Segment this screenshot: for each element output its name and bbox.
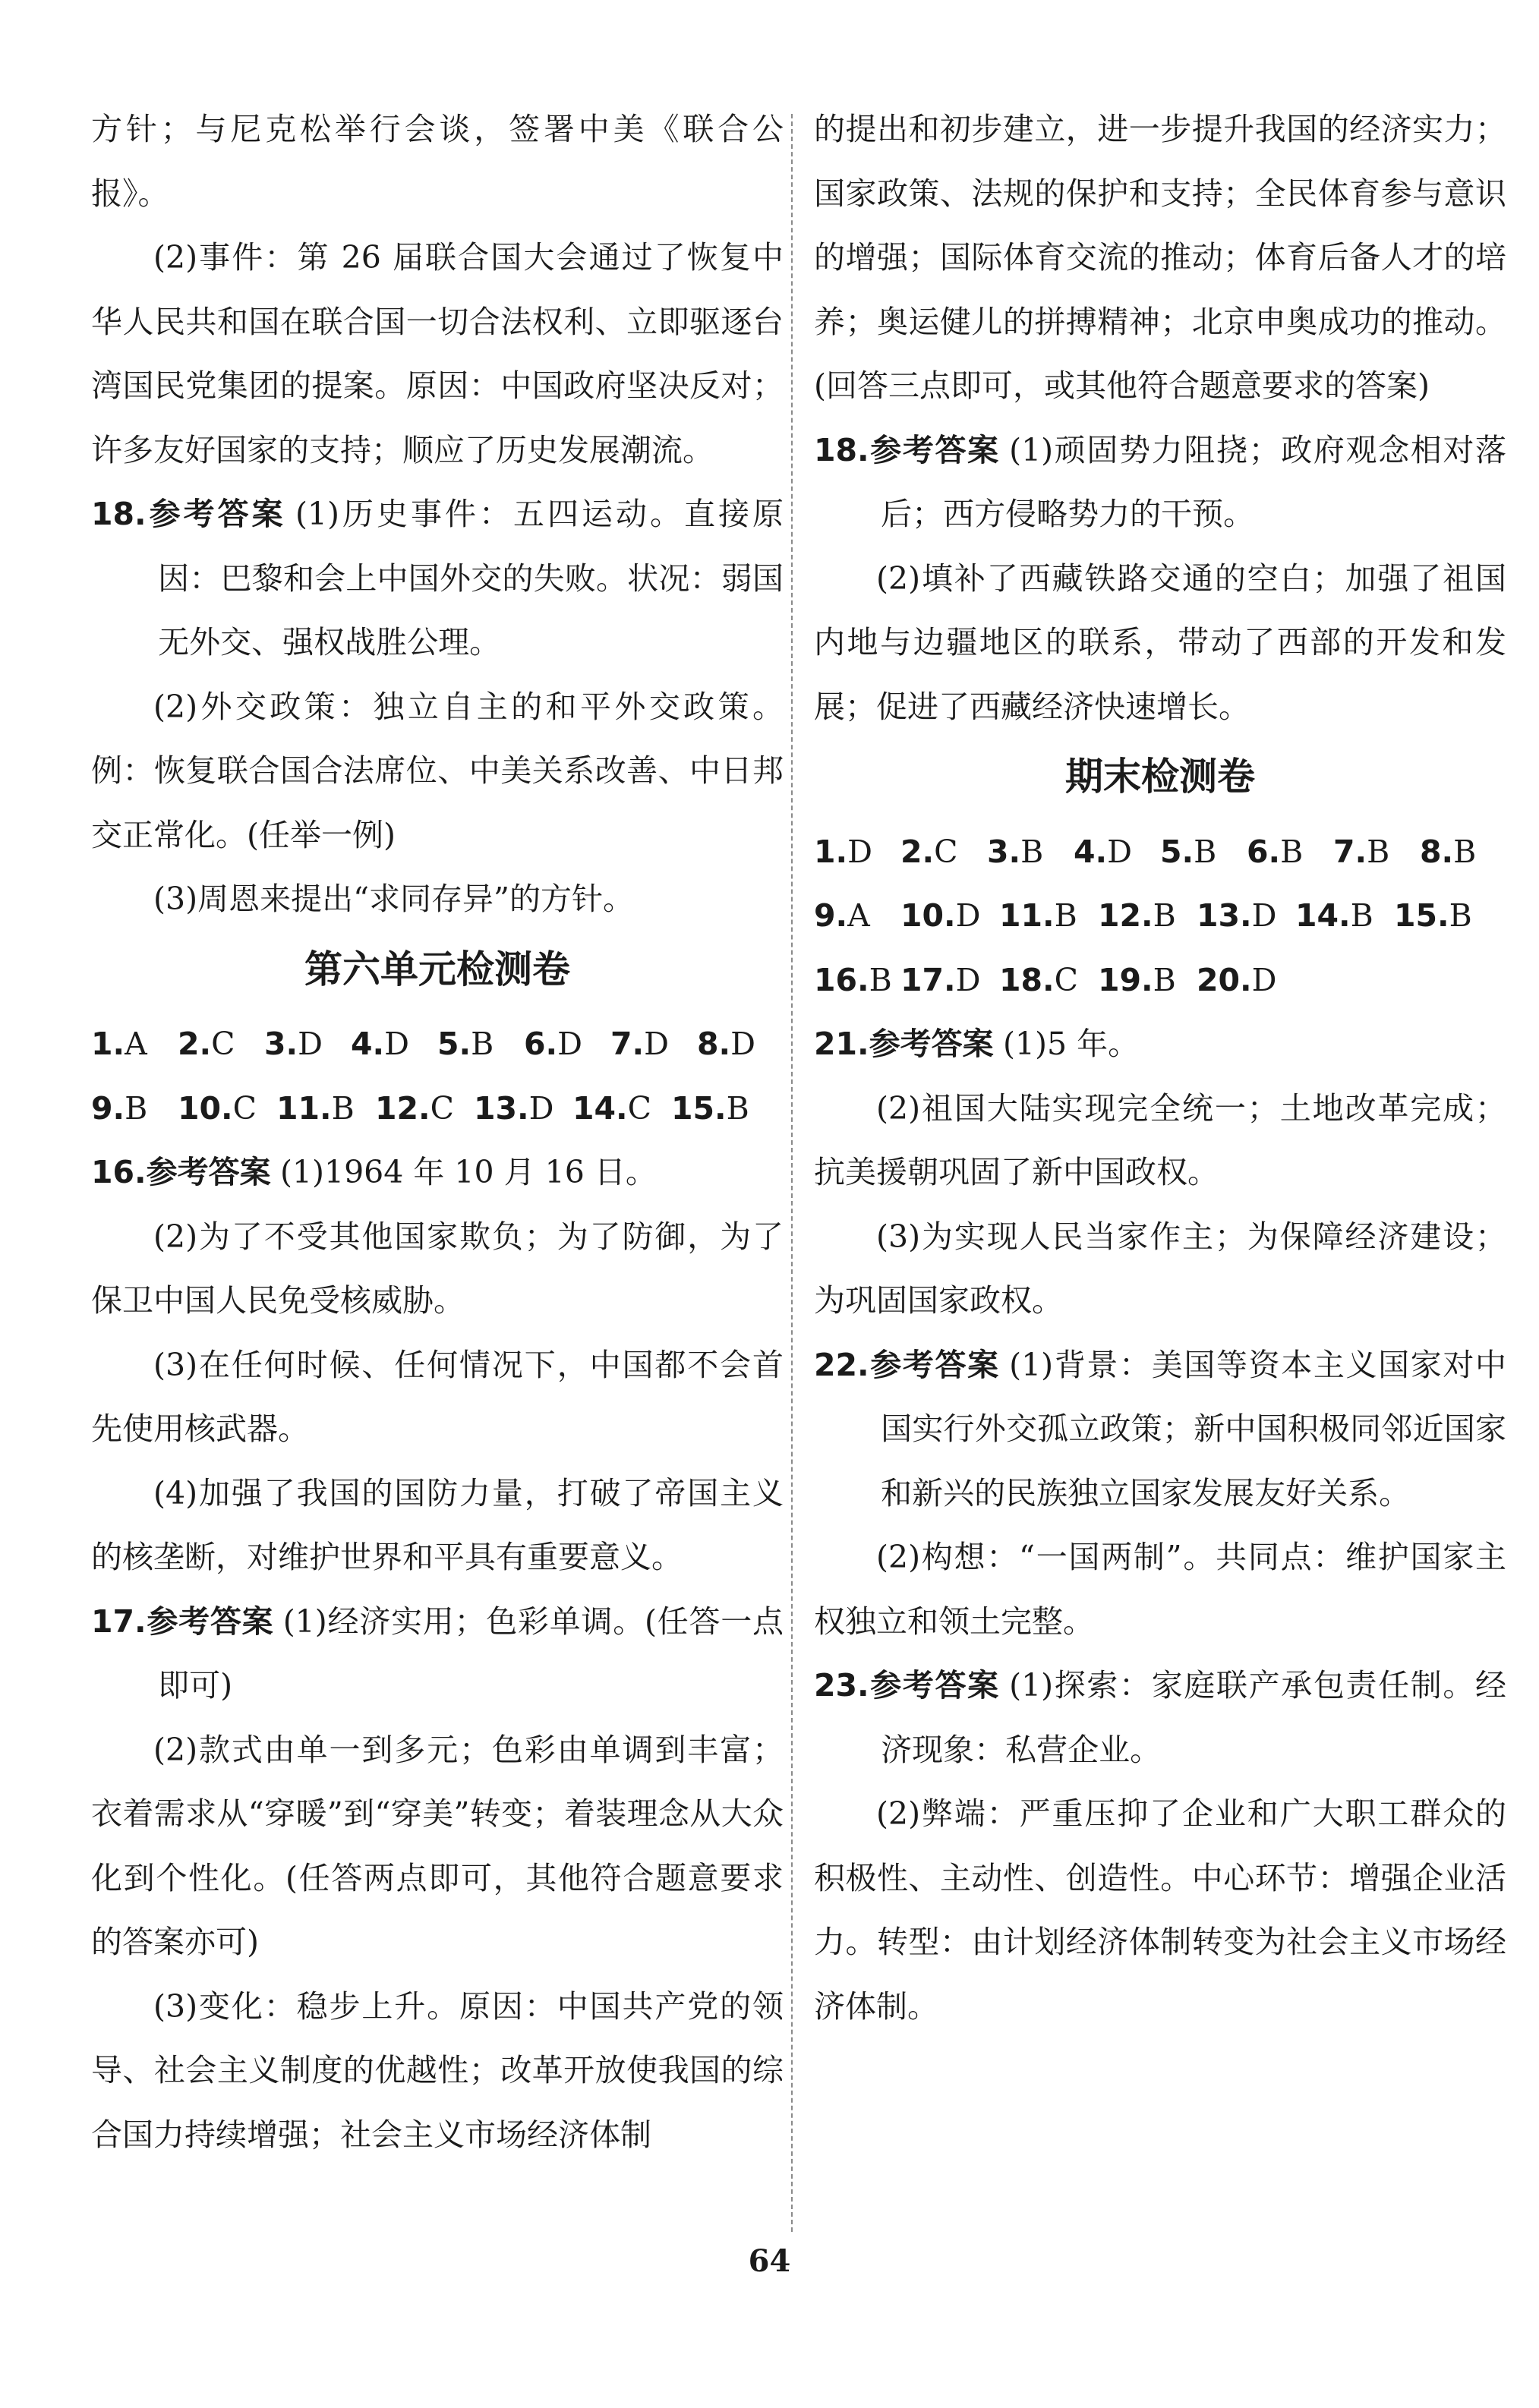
mc-letter: C	[627, 1089, 652, 1127]
mc-number: 15.	[671, 1089, 727, 1127]
mc-number: 13.	[1197, 897, 1252, 934]
answer-23-part2: (2)弊端：严重压抑了企业和广大职工群众的积极性、主动性、创造性。中心环节：增强企业活力。转型：由计划经济体制转变为社会主义市场经济体制。	[814, 1795, 1506, 2025]
mc-letter: D	[1251, 897, 1277, 934]
mc-letter: C	[211, 1026, 235, 1062]
mc-letter: C	[232, 1089, 257, 1127]
answer-tag: 参考答案	[146, 496, 286, 532]
mc-letter: D	[644, 1026, 669, 1062]
continued-paragraph: (2)事件：第 26 届联合国大会通过了恢复中华人民共和国在联合国一切合法权利、立即驱逐台湾国民党集团的提案。原因：中国政府坚决反对；许多友好国家的支持；顺应了历史发展潮流。	[91, 239, 784, 468]
mc-number: 4.	[1074, 833, 1108, 870]
mc-number: 6.	[524, 1026, 558, 1062]
mc-answer	[264, 1012, 351, 1076]
mc-number: 11.	[276, 1089, 332, 1127]
mc-number: 18.	[999, 961, 1055, 998]
mc-letter: B	[331, 1089, 355, 1127]
answer-tag: 参考答案	[146, 1154, 271, 1190]
mc-number: 5.	[437, 1026, 471, 1062]
question-number: 17.	[91, 1603, 147, 1640]
mc-letter: A	[125, 1026, 147, 1062]
answer-text: (1)背景：美国等资本主义国家对中国实行外交孤立政策；新中国积极同邻近国家和新兴的民族独立国家发展友好关系。	[881, 1346, 1506, 1511]
answer-16-part3: (3)在任何时候、任何情况下，中国都不会首先使用核武器。	[91, 1346, 784, 1447]
mc-number: 3.	[264, 1026, 298, 1062]
mc-answer	[900, 820, 987, 884]
question-number: 23.	[814, 1667, 869, 1704]
mc-number: 13.	[474, 1089, 529, 1127]
mc-number: 8.	[697, 1026, 731, 1062]
mc-letter: D	[384, 1026, 409, 1062]
left-column	[91, 97, 784, 2167]
mc-letter: D	[528, 1089, 554, 1127]
answer-18-part2: (2)填补了西藏铁路交通的空白；加强了祖国内地与边疆地区的联系，带动了西部的开发和发展；促进了西藏经济快速增长。	[814, 559, 1506, 725]
mc-letter: B	[869, 961, 892, 998]
mc-letter: B	[1280, 833, 1304, 870]
mc-letter: B	[125, 1089, 148, 1127]
unit6-mc-row-2	[91, 1076, 784, 1141]
mc-answer	[1295, 884, 1394, 948]
mc-letter: A	[847, 897, 870, 934]
mc-letter: B	[1153, 961, 1176, 998]
final-mc-row-2	[814, 884, 1506, 948]
right-column	[814, 97, 1506, 2038]
mc-answer	[814, 820, 900, 884]
mc-answer	[1098, 948, 1197, 1013]
mc-number: 16.	[814, 961, 869, 998]
answer-text: (1)5 年。	[1002, 1026, 1140, 1062]
mc-number: 10.	[178, 1089, 233, 1127]
mc-letter: C	[934, 833, 958, 870]
mc-answer	[375, 1076, 474, 1141]
mc-letter: B	[1153, 897, 1176, 934]
mc-number: 7.	[610, 1026, 645, 1062]
mc-number: 20.	[1197, 961, 1252, 998]
answer-21-part1	[814, 1012, 1506, 1076]
mc-number: 11.	[999, 897, 1055, 934]
final-exam-title: 期末检测卷	[1065, 755, 1255, 799]
mc-answer	[999, 884, 1098, 948]
question-number: 18.	[91, 496, 147, 532]
continued-paragraph: 的提出和初步建立，进一步提升我国的经济实力；国家政策、法规的保护和支持；全民体育参与意识的增强；国际体育交流的推动；体育后备人才的培养；奥运健儿的拼搏精神；北京申奥成功的推动。(回答三点即可，或其他符合题意要求的答案)	[814, 111, 1506, 404]
unit6-mc-row-1	[91, 1012, 784, 1076]
answer-18-part3: (3)周恩来提出“求同存异”的方针。	[153, 881, 634, 917]
mc-answer	[437, 1012, 524, 1076]
mc-letter: D	[847, 833, 872, 870]
question-number: 21.	[814, 1026, 869, 1062]
mc-answer	[91, 1012, 178, 1076]
mc-number: 3.	[987, 833, 1021, 870]
answer-text: (1)经济实用；色彩单调。(任答一点即可)	[158, 1603, 784, 1704]
answer-22-part1	[814, 1333, 1506, 1526]
mc-answer	[610, 1012, 697, 1076]
mc-letter: C	[430, 1089, 455, 1127]
mc-answer	[697, 1012, 758, 1076]
unit6-title: 第六单元检测卷	[304, 947, 570, 991]
mc-number: 15.	[1394, 897, 1449, 934]
mc-number: 6.	[1247, 833, 1281, 870]
mc-number: 2.	[900, 833, 935, 870]
mc-number: 9.	[91, 1089, 125, 1127]
mc-number: 14.	[1295, 897, 1351, 934]
answer-16-part1	[91, 1140, 784, 1205]
mc-answer	[178, 1012, 264, 1076]
mc-answer	[987, 820, 1074, 884]
mc-letter: D	[557, 1026, 582, 1062]
answer-tag: 参考答案	[869, 1667, 1000, 1704]
mc-letter: B	[1453, 833, 1477, 870]
mc-letter: C	[1054, 961, 1079, 998]
mc-number: 14.	[572, 1089, 628, 1127]
mc-number: 12.	[1098, 897, 1153, 934]
mc-answer	[1394, 884, 1470, 948]
mc-number: 19.	[1098, 961, 1153, 998]
mc-answer	[814, 884, 900, 948]
mc-answer	[178, 1076, 276, 1141]
answer-tag: 参考答案	[869, 1346, 1000, 1383]
question-number: 16.	[91, 1154, 147, 1190]
mc-answer	[1247, 820, 1333, 884]
mc-letter: D	[298, 1026, 323, 1062]
answer-18-part1	[91, 482, 784, 675]
mc-number: 17.	[900, 961, 956, 998]
mc-answer	[524, 1012, 610, 1076]
page-number: 64	[748, 2243, 791, 2279]
final-mc-row-1	[814, 820, 1506, 884]
mc-letter: B	[726, 1089, 749, 1127]
mc-letter: B	[1020, 833, 1044, 870]
mc-letter: B	[1054, 897, 1077, 934]
final-mc-row-3	[814, 948, 1506, 1013]
question-number: 18.	[814, 431, 869, 468]
mc-answer	[1333, 820, 1420, 884]
mc-answer	[572, 1076, 671, 1141]
answer-tag: 参考答案	[869, 1026, 994, 1062]
mc-letter: D	[955, 897, 981, 934]
answer-text: (1)1964 年 10 月 16 日。	[279, 1154, 657, 1190]
continued-paragraph: 方针；与尼克松举行会谈，签署中美《联合公报》。	[91, 111, 784, 212]
mc-number: 4.	[351, 1026, 385, 1062]
mc-letter: D	[1107, 833, 1132, 870]
question-number: 22.	[814, 1346, 869, 1383]
mc-answer	[999, 948, 1098, 1013]
mc-letter: D	[955, 961, 981, 998]
answer-17-part1	[91, 1590, 784, 1718]
answer-text: (1)探索：家庭联产承包责任制。经济现象：私营企业。	[881, 1667, 1506, 1768]
mc-letter: D	[1251, 961, 1277, 998]
mc-letter: B	[1194, 833, 1217, 870]
mc-answer	[814, 948, 900, 1013]
answer-17-part2: (2)款式由单一到多元；色彩由单调到丰富；衣着需求从“穿暖”到“穿美”转变；着装理念从大众化到个性化。(任答两点即可，其他符合题意要求的答案亦可)	[91, 1731, 784, 1960]
answer-text: (1)历史事件：五四运动。直接原因：巴黎和会上中国外交的失败。状况：弱国无外交、强权战胜公理。	[158, 496, 784, 660]
mc-answer	[671, 1076, 747, 1141]
mc-letter: B	[1350, 897, 1373, 934]
mc-number: 9.	[814, 897, 848, 934]
answer-16-part4: (4)加强了我国的国防力量，打破了帝国主义的核垄断，对维护世界和平具有重要意义。	[91, 1474, 784, 1575]
mc-letter: B	[1449, 897, 1472, 934]
mc-answer	[900, 948, 999, 1013]
mc-number: 1.	[91, 1026, 125, 1062]
mc-answer	[276, 1076, 375, 1141]
answer-18-part1	[814, 418, 1506, 547]
mc-number: 8.	[1420, 833, 1454, 870]
mc-answer	[900, 884, 999, 948]
answer-21-part2: (2)祖国大陆实现完全统一；土地改革完成；抗美援朝巩固了新中国政权。	[814, 1089, 1506, 1190]
mc-answer	[1160, 820, 1247, 884]
mc-answer	[1074, 820, 1160, 884]
answer-tag: 参考答案	[869, 431, 1000, 468]
answer-21-part3: (3)为实现人民当家作主；为保障经济建设；为巩固国家政权。	[814, 1218, 1506, 1319]
mc-answer	[1197, 884, 1295, 948]
answer-tag: 参考答案	[146, 1603, 274, 1640]
mc-answer	[351, 1012, 437, 1076]
mc-number: 1.	[814, 833, 848, 870]
mc-letter: D	[730, 1026, 755, 1062]
answer-22-part2: (2)构想：“一国两制”。共同点：维护国家主权独立和领土完整。	[814, 1539, 1506, 1640]
mc-number: 7.	[1333, 833, 1367, 870]
mc-answer	[474, 1076, 572, 1141]
column-divider	[791, 114, 793, 2232]
answer-23-part1	[814, 1653, 1506, 1782]
answer-16-part2: (2)为了不受其他国家欺负；为了防御，为了保卫中国人民免受核威胁。	[91, 1218, 784, 1319]
answer-17-part3: (3)变化：稳步上升。原因：中国共产党的领导、社会主义制度的优越性；改革开放使我国的综合国力持续增强；社会主义市场经济体制	[91, 1987, 784, 2153]
mc-letter: B	[1367, 833, 1390, 870]
mc-answer	[1420, 820, 1481, 884]
mc-number: 2.	[178, 1026, 212, 1062]
answer-18-part2: (2)外交政策：独立自主的和平外交政策。例：恢复联合国合法席位、中美关系改善、中日邦交正常化。(任举一例)	[91, 688, 784, 853]
mc-number: 10.	[900, 897, 956, 934]
mc-answer	[1197, 948, 1295, 1013]
mc-number: 5.	[1160, 833, 1194, 870]
mc-answer	[91, 1076, 178, 1141]
mc-number: 12.	[375, 1089, 430, 1127]
mc-letter: B	[471, 1026, 494, 1062]
mc-answer	[1098, 884, 1197, 948]
answer-text: (1)顽固势力阻挠；政府观念相对落后；西方侵略势力的干预。	[881, 431, 1506, 532]
